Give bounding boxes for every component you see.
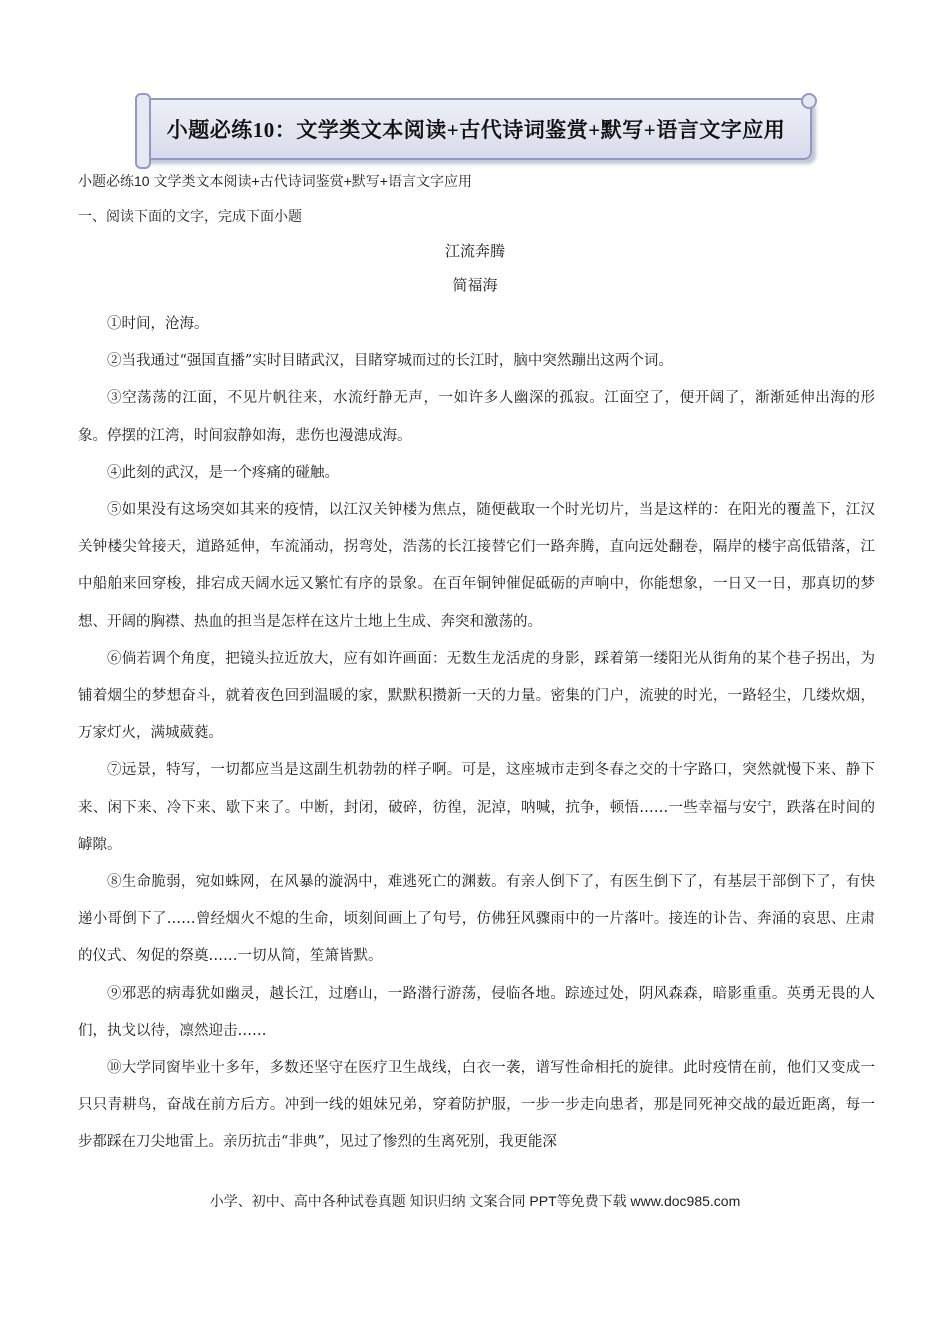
- paragraph-5: ⑤如果没有这场突如其来的疫情，以江汉关钟楼为焦点，随便截取一个时光切片，当是这样的：在阳光的覆盖下，江汉关钟楼尖耸接天，道路延伸，车流涌动，拐弯处，浩荡的长江接替它们一路奔腾，直向远处翻卷，隔岸的楼宇高低错落，江中船舶来回穿梭，排宕成天阔水远又繁忙有序的景象。在百年铜钟催促砥砺的声响中，你能想象，一日又一日，那真切的梦想、开阔的胸襟、热血的担当是怎样在这片土地上生成、奔突和激荡的。: [78, 502, 875, 630]
- paragraph-2: ②当我通过“强国直播”实时目睹武汉，目睹穿城而过的长江时，脑中突然蹦出这两个词。: [107, 353, 673, 370]
- article-author: 简福海: [452, 277, 498, 294]
- article-body: [78, 306, 875, 1162]
- paragraph-7: ⑦远景，特写，一切都应当是这副生机勃勃的样子啊。可是，这座城市走到冬春之交的十字路口，突然就慢下来、静下来、闲下来、冷下来、歇下来了。中断，封闭，破碎，彷徨，泥淖，呐喊，抗争，顿悟……一些幸福与安宁，跌落在时间的罅隙。: [78, 762, 875, 853]
- paragraph-6: ⑥倘若调个角度，把镜头拉近放大，应有如许画面：无数生龙活虎的身影，踩着第一缕阳光从街角的某个巷子拐出，为铺着烟尘的梦想奋斗，就着夜色回到温暖的家，默默积攒新一天的力量。密集的门户，流驶的时光，一路轻尘，几缕炊烟，万家灯火，满城葳蕤。: [78, 650, 875, 742]
- paragraph-8: ⑧生命脆弱，宛如蛛网，在风暴的漩涡中，难逃死亡的渊薮。有亲人倒下了，有医生倒下了，有基层干部倒下了，有快递小哥倒下了……曾经烟火不熄的生命，顷刻间画上了句号，仿佛狂风骤雨中的一片落叶。接连的讣告、奔涌的哀思、庄肃的仪式、匆促的祭奠……一切从简，笙箫皆默。: [78, 874, 875, 965]
- article-title: 江流奔腾: [444, 243, 505, 260]
- banner-title: 小题必练10：文学类文本阅读+古代诗词鉴赏+默写+语言文字应用: [166, 118, 786, 142]
- title-banner: [140, 98, 812, 160]
- paragraph-9: ⑨邪恶的病毒犹如幽灵，越长江，过磨山，一路潜行游荡，侵临各地。踪迹过处，阴风森森，暗影重重。英勇无畏的人们，执戈以待，凛然迎击……: [78, 985, 875, 1039]
- page-footer: 小学、初中、高中各种试卷真题 知识归纳 文案合同 PPT等免费下载 www.doc985.com: [209, 1193, 741, 1209]
- sub-title: 小题必练10 文学类文本阅读+古代诗词鉴赏+默写+语言文字应用: [78, 173, 472, 189]
- paragraph-4: ④此刻的武汉，是一个疼痛的碰触。: [107, 464, 339, 481]
- paragraph-10: ⑩大学同窗毕业十多年，多数还坚守在医疗卫生战线，白衣一袭，谱写性命相托的旋律。此时疫情在前，他们又变成一只只青耕鸟，奋战在前方后方。冲到一线的姐妹兄弟，穿着防护服，一步一步走向患者，那是同死神交战的最近距离，每一步都踩在刀尖地雷上。亲历抗击“非典”，见过了惨烈的生离死别，我更能深: [78, 1060, 875, 1151]
- question-instruction: 一、阅读下面的文字，完成下面小题: [78, 208, 302, 224]
- paragraph-3: ③空荡荡的江面，不见片帆往来，水流纡静无声，一如许多人幽深的孤寂。江面空了，便开阔了，渐渐延伸出海的形象。停摆的江湾，时间寂静如海，悲伤也漫漶成海。: [78, 390, 875, 444]
- paragraph-1: ①时间，沧海。: [107, 316, 209, 332]
